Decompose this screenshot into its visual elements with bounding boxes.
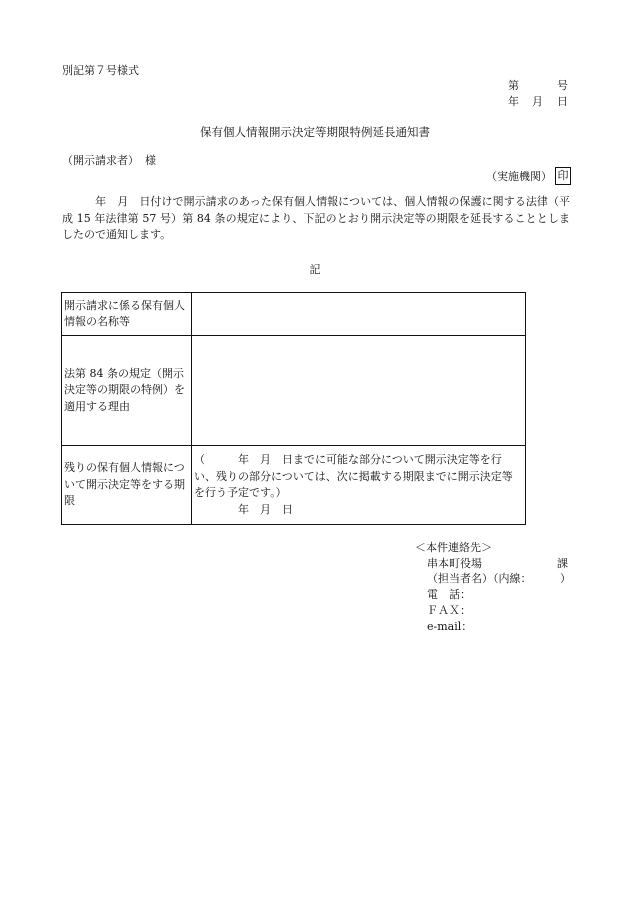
row-label-reason: 法第 84 条の規定（開示決定等の期限の特例）を適用する理由	[62, 336, 192, 446]
contact-person-close: ）	[560, 572, 571, 585]
requester-honorific: 様	[145, 154, 156, 167]
details-table	[61, 292, 526, 525]
seal-mark: 印	[555, 167, 571, 185]
row-value-reason[interactable]	[192, 336, 526, 446]
table-row	[62, 446, 526, 525]
contact-fax: ＦＡＸ：	[427, 604, 471, 617]
contact-person: （担当者名）（内線：	[427, 572, 532, 585]
deadline-line-3: を行う予定です。）	[194, 486, 287, 499]
deadline-date: 年 月 日	[238, 502, 293, 516]
table-row	[62, 336, 526, 446]
body-paragraph: 年 月 日付けで開示請求のあった保有個人情報については、個人情報の保護に関する法律（平成 15 年法律第 57 号）第 84 条の規定により、下記のとおり開示決定等の期限を延長することとしましたので通知します。	[62, 195, 570, 241]
requester-label: （開示請求者）	[62, 154, 139, 167]
date-month: 月	[532, 95, 543, 108]
contact-phone: 電 話：	[427, 588, 471, 601]
row-value-deadline[interactable]	[192, 446, 526, 525]
table-row	[62, 293, 526, 336]
contact-division: 課	[557, 557, 568, 570]
date-year: 年	[508, 95, 519, 108]
doc-number-label: 第	[508, 79, 519, 92]
contact-heading: ＜本件連絡先＞	[415, 541, 492, 554]
row-label-deadline: 残りの保有個人情報について開示決定等をする期限	[62, 446, 192, 525]
row-value-info-name[interactable]	[192, 293, 526, 336]
document-title: 保有個人情報開示決定等期限特例延長通知書	[200, 125, 430, 139]
agency-label: （実施機関）	[486, 170, 552, 183]
contact-office: 串本町役場	[427, 557, 482, 570]
doc-number-suffix: 号	[557, 79, 568, 92]
note-heading: 記	[309, 263, 321, 276]
row-label-info-name: 開示請求に係る保有個人情報の名称等	[62, 293, 192, 336]
deadline-line-1: （ 年 月 日までに可能な部分について開示決定等を行	[194, 453, 502, 466]
date-day: 日	[557, 95, 568, 108]
deadline-line-2: い、残りの部分については、次に掲載する期限までに開示決定等	[194, 469, 513, 483]
contact-email: e-mail：	[427, 620, 473, 633]
form-number: 別記第７号様式	[62, 64, 139, 77]
